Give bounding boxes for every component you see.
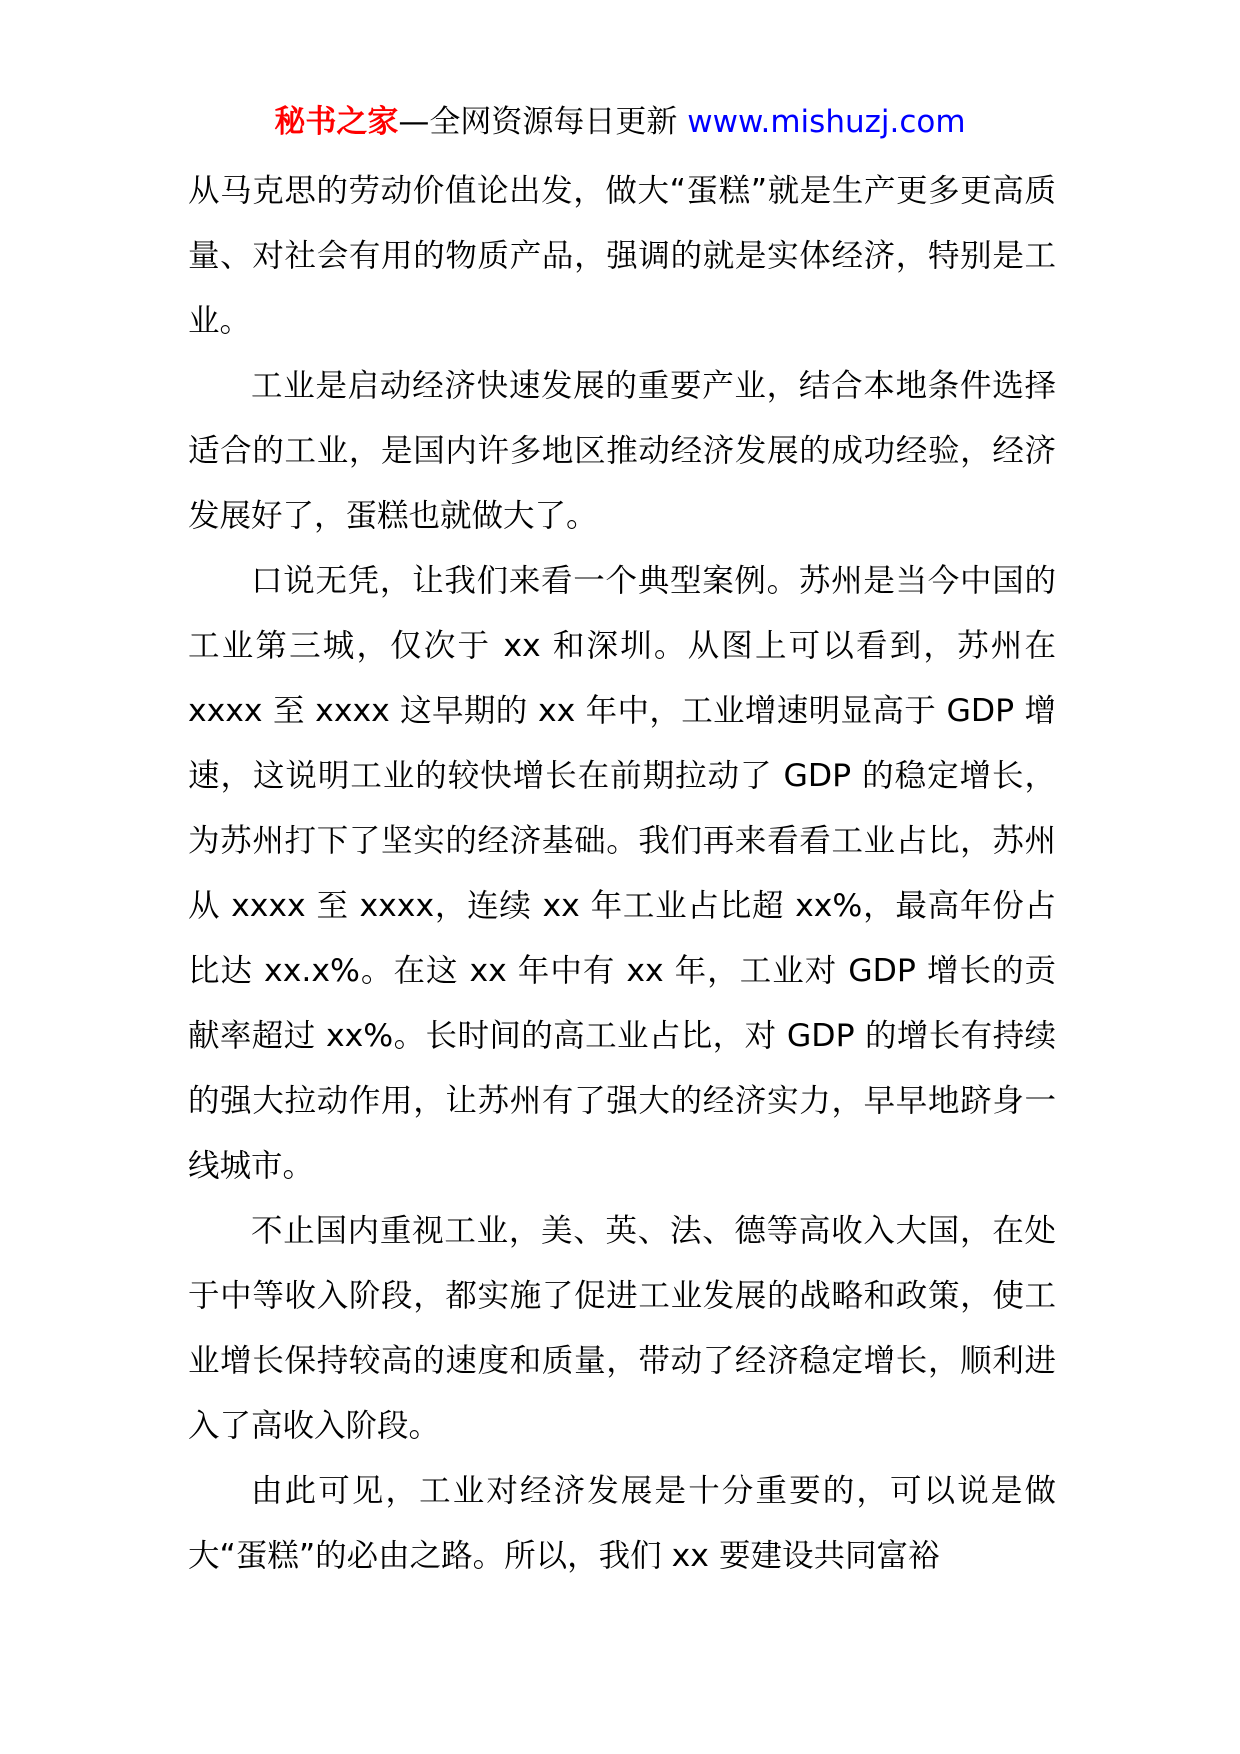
- header-tagline: —全网资源每日更新: [398, 104, 678, 140]
- paragraph-2: 工业是启动经济快速发展的重要产业，结合本地条件选择适合的工业，是国内许多地区推动经济发展的成功经验，经济发展好了，蛋糕也就做大了。: [188, 368, 1056, 534]
- paragraph-5: 由此可见，工业对经济发展是十分重要的，可以说是做大“蛋糕”的必由之路。所以，我们 xx 要建设共同富裕: [188, 1473, 1056, 1574]
- page-header: [0, 102, 1240, 142]
- brand-name: 秘书之家: [274, 104, 399, 140]
- paragraph-4: 不止国内重视工业，美、英、法、德等高收入大国，在处于中等收入阶段，都实施了促进工业发展的战略和政策，使工业增长保持较高的速度和质量，带动了经济稳定增长，顺利进入了高收入阶段。: [188, 1213, 1056, 1444]
- website-link[interactable]: www.mishuzj.com: [687, 104, 966, 140]
- paragraph-3: 口说无凭，让我们来看一个典型案例。苏州是当今中国的工业第三城，仅次于 xx 和深圳。从图上可以看到，苏州在 xxxx 至 xxxx 这早期的 xx 年中，工业增速明显高于 GDP 增速，这说明工业的较快增长在前期拉动了 GDP 的稳定增长，为苏州打下了坚实的经济基础。我们再来看看工业占比，苏州从 xxxx 至 xxxx，连续 xx 年工业占比超 xx%，最高年份占比达 xx.x%。在这 xx 年中有 xx 年，工业对 GDP 增长的贡献率超过 xx%。长时间的高工业占比，对 GDP 的增长有持续的强大拉动作用，让苏州有了强大的经济实力，早早地跻身一线城市。: [188, 563, 1056, 1184]
- document-body: [188, 159, 1056, 1589]
- paragraph-1: 从马克思的劳动价值论出发，做大“蛋糕”就是生产更多更高质量、对社会有用的物质产品，强调的就是实体经济，特别是工业。: [188, 173, 1056, 339]
